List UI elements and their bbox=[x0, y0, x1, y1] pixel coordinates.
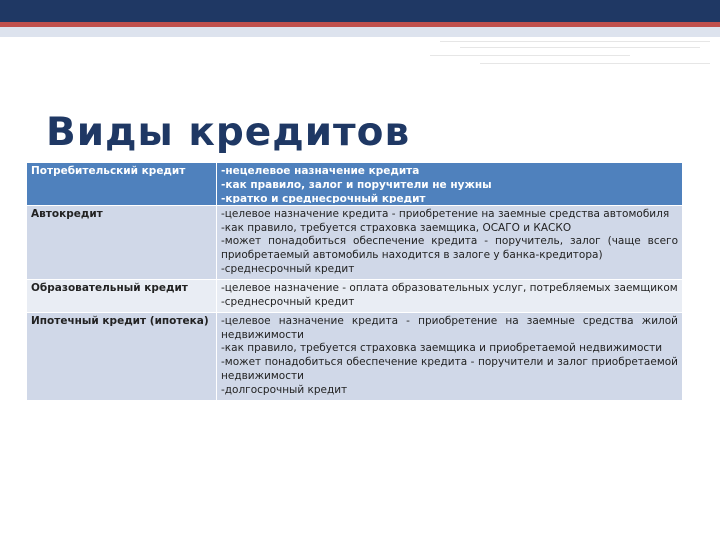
credit-description-cell bbox=[217, 205, 683, 279]
slide-title: Виды кредитов bbox=[46, 110, 411, 155]
decorative-lines bbox=[430, 37, 720, 137]
table-row bbox=[27, 163, 683, 206]
description-line: -может понадобиться обеспечение кредита - поручитель, залог (чаще всего приобретаемый автомобиль находится в залоге у банка-кредитора) bbox=[221, 235, 678, 262]
description-line: -долгосрочный кредит bbox=[221, 384, 348, 397]
credit-type-cell: Потребительский кредит bbox=[27, 163, 217, 206]
credit-description-cell bbox=[217, 163, 683, 206]
description-line: -нецелевое назначение кредита bbox=[221, 165, 420, 177]
description-line: -среднесрочный кредит bbox=[221, 263, 355, 276]
credit-description-cell bbox=[217, 280, 683, 313]
table-row bbox=[27, 205, 683, 279]
description-line: -как правило, требуется страховка заемщика и приобретаемой недвижимости bbox=[221, 342, 663, 355]
credit-type-cell: Образовательный кредит bbox=[27, 280, 217, 313]
description-line: -целевое назначение кредита - приобретение на заемные средства жилой недвижимости bbox=[221, 314, 678, 341]
description-line: -как правило, залог и поручители не нужны bbox=[221, 178, 492, 191]
description-line: -как правило, требуется страховка заемщика, ОСАГО и КАСКО bbox=[221, 221, 572, 234]
credit-type-cell: Автокредит bbox=[27, 205, 217, 279]
description-line: -целевое назначение кредита - приобретение на заемные средства автомобиля bbox=[221, 207, 670, 220]
description-line: -кратко и среднесрочный кредит bbox=[221, 192, 426, 203]
description-line: -может понадобиться обеспечение кредита - поручители и залог приобретаемой недвижимости bbox=[221, 356, 678, 383]
light-band bbox=[0, 27, 720, 37]
credit-types-table bbox=[26, 162, 683, 401]
top-band bbox=[0, 0, 720, 22]
description-line: -среднесрочный кредит bbox=[221, 295, 355, 308]
table-row bbox=[27, 280, 683, 313]
description-line: -целевое назначение - оплата образовательных услуг, потребляемых заемщиком bbox=[221, 282, 678, 295]
credit-description-cell bbox=[217, 312, 683, 400]
credit-type-cell: Ипотечный кредит (ипотека) bbox=[27, 312, 217, 400]
table-row bbox=[27, 312, 683, 400]
